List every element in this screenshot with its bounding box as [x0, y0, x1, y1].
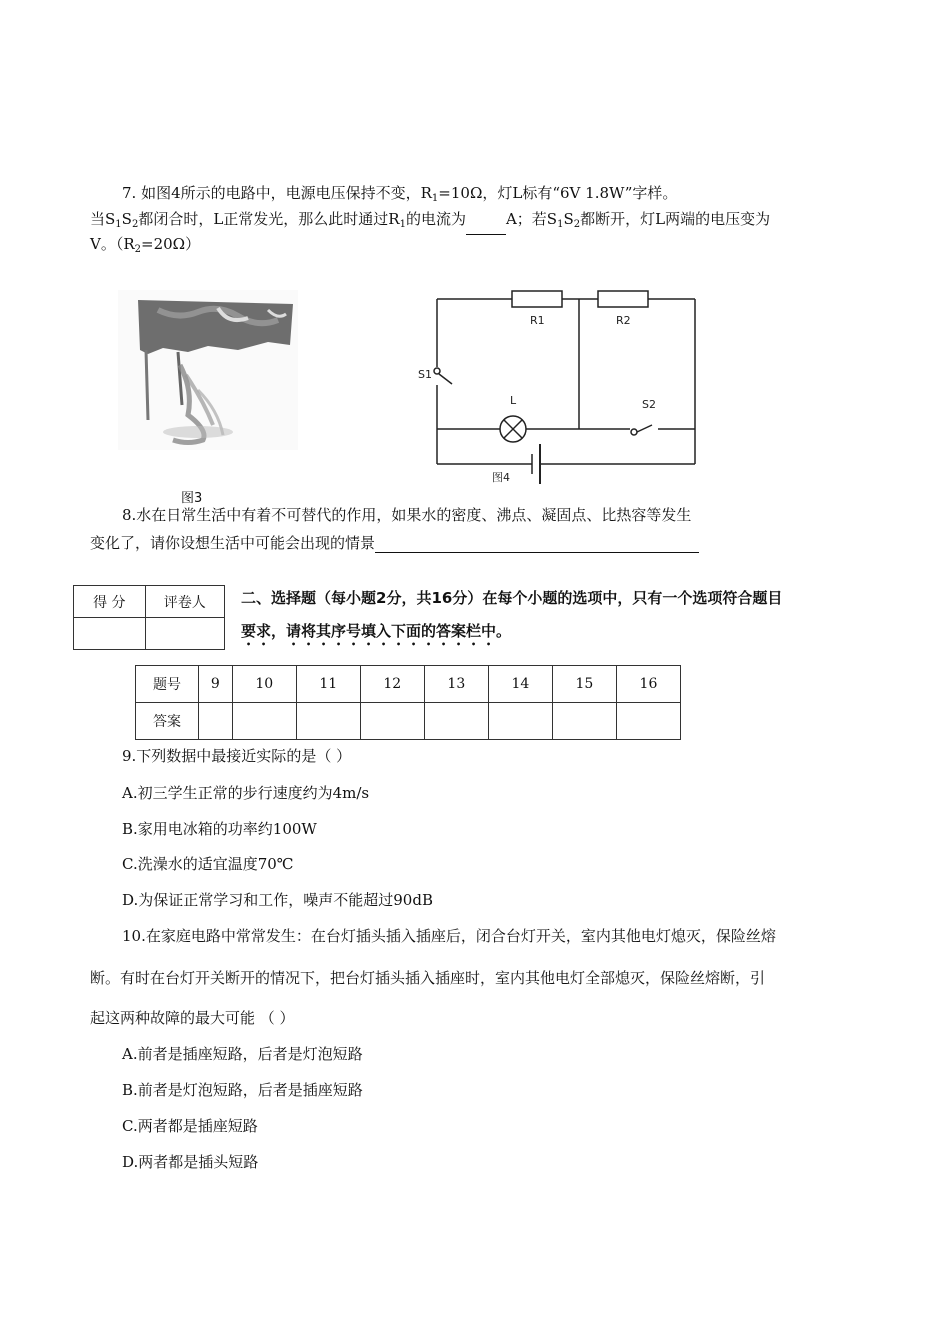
- q7-text-i: =20Ω）: [141, 235, 201, 253]
- q10-line1: 10.在家庭电路中常常发生：在台灯插头插入插座后，闭合台灯开关，室内其他电灯熄灭，保险丝熔: [122, 927, 776, 945]
- answer-cell[interactable]: [488, 703, 552, 740]
- q7-text-h: V。（R: [90, 235, 135, 253]
- q7-sub-s2b: 2: [573, 219, 581, 230]
- q7-text-d: 都闭合时，L正常发光，那么此时通过R: [138, 210, 400, 228]
- grader-label: 评卷人: [145, 586, 224, 618]
- question-number-cell: 11: [296, 666, 360, 703]
- question-number-cell: 13: [424, 666, 488, 703]
- q7-sub-r1b: 1: [399, 219, 406, 230]
- answer-table-answer-row: [136, 703, 681, 740]
- q7-text-b: =10Ω，灯L标有“6V 1.8W”字样。: [438, 184, 678, 202]
- resistor-r1: [512, 291, 562, 307]
- q7-sub-r1: 1: [431, 193, 439, 204]
- q9-option-a: A.初三学生正常的步行速度约为4m/s: [122, 784, 370, 802]
- q8-line1: 8.水在日常生活中有着不可替代的作用，如果水的密度、沸点、凝固点、比热容等发生: [122, 506, 692, 524]
- question-number-cell: 14: [488, 666, 552, 703]
- answer-cell[interactable]: [199, 703, 233, 740]
- answer-table-answer-label: 答案: [136, 703, 199, 740]
- q9-option-c: C.洗澡水的适宜温度70℃: [122, 855, 294, 873]
- label-s1: S1: [418, 368, 432, 381]
- answer-cell[interactable]: [616, 703, 680, 740]
- q8-answer-blank[interactable]: [375, 532, 699, 553]
- answer-cell[interactable]: [232, 703, 296, 740]
- label-s2: S2: [642, 398, 656, 411]
- question-number-cell: 9: [199, 666, 233, 703]
- figure-3-photo: [118, 290, 298, 450]
- q7-text-f: A；若S: [505, 210, 558, 228]
- score-label: 得 分: [74, 586, 146, 618]
- q10-option-c: C.两者都是插座短路: [122, 1117, 258, 1135]
- answer-table-header-row: [136, 666, 681, 703]
- q7-text-g: 都断开，灯L两端的电压变为: [580, 210, 771, 228]
- question-number-cell: 15: [552, 666, 616, 703]
- q7-line3: [90, 234, 200, 260]
- q9-stem: 9.下列数据中最接近实际的是（ ）: [122, 747, 352, 765]
- label-lamp: L: [510, 394, 517, 407]
- question-number-cell: 16: [616, 666, 680, 703]
- q7-text-a: 7. 如图4所示的电路中，电源电压保持不变，R: [122, 184, 432, 202]
- answer-cell[interactable]: [296, 703, 360, 740]
- answer-table: [135, 665, 681, 740]
- q7-line1: [122, 183, 677, 209]
- figure-3-caption: 图3: [181, 491, 203, 506]
- q7-text-s: S: [121, 210, 132, 228]
- answer-cell[interactable]: [360, 703, 424, 740]
- answer-cell[interactable]: [552, 703, 616, 740]
- q10-option-b: B.前者是灯泡短路，后者是插座短路: [122, 1081, 363, 1099]
- section-2-heading-line1: 二、选择题（每小题2分，共16分）在每个小题的选项中，只有一个选项符合题目: [241, 589, 783, 607]
- q10-line3: 起这两种故障的最大可能 （ ）: [90, 1009, 295, 1027]
- q10-option-d: D.两者都是插头短路: [122, 1153, 259, 1171]
- resistor-r2: [598, 291, 648, 307]
- answer-table-header-label: 题号: [136, 666, 199, 703]
- q8-line2: [90, 532, 699, 553]
- q7-text-s3: S: [563, 210, 574, 228]
- question-number-cell: 12: [360, 666, 424, 703]
- question-number-cell: 10: [232, 666, 296, 703]
- q10-line2: 断。有时在台灯开关断开的情况下，把台灯插头插入插座时，室内其他电灯全部熄灭，保险丝熔断，引: [90, 969, 766, 987]
- label-r2: R2: [616, 314, 631, 327]
- q8-text: 变化了，请你设想生活中可能会出现的情景: [90, 534, 376, 552]
- q10-option-a: A.前者是插座短路，后者是灯泡短路: [122, 1045, 363, 1063]
- q9-option-b: B.家用电冰箱的功率约100W: [122, 820, 317, 838]
- q7-blank-1[interactable]: [466, 214, 506, 235]
- figure-4-caption: 图4: [492, 471, 510, 484]
- q7-sub-r2: 2: [134, 244, 142, 255]
- q7-sub-s2: 2: [131, 219, 139, 230]
- figure-4-circuit: [410, 282, 710, 492]
- answer-cell[interactable]: [424, 703, 488, 740]
- score-box: [73, 585, 225, 650]
- section-2-heading-line2: [241, 621, 511, 649]
- label-r1: R1: [530, 314, 545, 327]
- q7-line2: [90, 209, 770, 235]
- q9-option-d: D.为保证正常学习和工作，噪声不能超过90dB: [122, 891, 433, 909]
- q7-text-c: 当S: [90, 210, 116, 228]
- section-2-heading-text: 要求，请将其序号填入下面的答案栏中。: [241, 622, 512, 640]
- score-cell[interactable]: [74, 618, 146, 650]
- q7-text-e: 的电流为: [405, 210, 466, 228]
- q7-sub-s1b: 1: [557, 219, 564, 230]
- q7-sub-s1: 1: [115, 219, 122, 230]
- grader-cell[interactable]: [145, 618, 224, 650]
